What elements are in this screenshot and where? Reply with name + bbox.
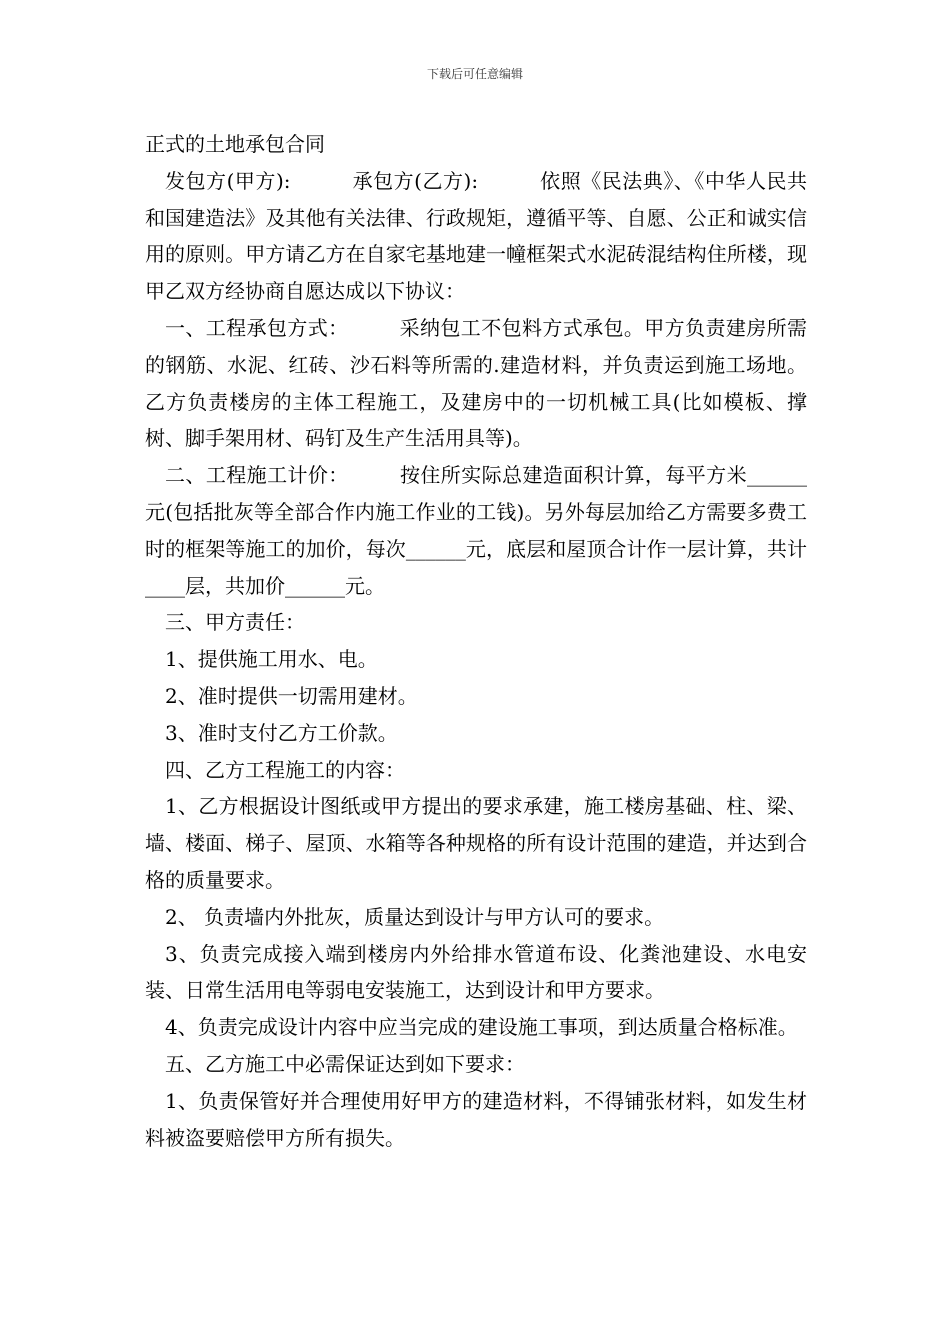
document-body (145, 126, 807, 1156)
list-item: 4、负责完成设计内容中应当完成的建设施工事项，到达质量合格标准。 (165, 1015, 798, 1040)
paragraph-section-1: 一、工程承包方式： 采纳包工不包料方式承包。甲方负责建房所需的钢筋、水泥、红砖、沙石料等所需的.建造材料，并负责运到施工场地。乙方负责楼房的主体工程施工，及建房中的一切机械工具(比如模板、撑树、脚手架用材、码钉及生产生活用具等)。 (145, 315, 807, 451)
list-item: 3、负责完成接入端到楼房内外给排水管道布设、化粪池建设、水电安装、日常生活用电等弱电安装施工，达到设计和甲方要求。 (145, 941, 807, 1003)
list-item: 2、 负责墙内外批灰，质量达到设计与甲方认可的要求。 (165, 904, 665, 929)
paragraph-section-5-heading: 五、乙方施工中必需保证达到如下要求： (165, 1051, 525, 1076)
paragraph-section-3-heading: 三、甲方责任： (165, 610, 305, 635)
list-item: 1、负责保管好并合理使用好甲方的建造材料，不得铺张材料，如发生材料被盗要赔偿甲方所有损失。 (145, 1088, 807, 1150)
page-header-note: 下载后可任意编辑 (426, 67, 523, 81)
list-item: 3、准时支付乙方工价款。 (165, 720, 398, 745)
paragraph-preamble: 发包方(甲方): 承包方(乙方): 依照《民法典》、《中华人民共和国建造法》及其他有关法律、行政规矩，遵循平等、自愿、公正和诚实信用的原则。甲方请乙方在自家宅基地建一幢框架式水泥砖混结构住所楼，现甲乙双方经协商自愿达成以下协议： (145, 168, 807, 304)
list-item: 2、准时提供一切需用建材。 (165, 683, 418, 708)
list-item: 1、乙方根据设计图纸或甲方提出的要求承建，施工楼房基础、柱、梁、墙、楼面、梯子、屋顶、水箱等各种规格的所有设计范围的建造，并达到合格的质量要求。 (145, 794, 807, 892)
paragraph-section-2: 二、工程施工计价： 按住所实际总建造面积计算，每平方米______元(包括批灰等全部合作内施工作业的工钱)。另外每层加给乙方需要多费工时的框架等施工的加价，每次______元，底层和屋顶合计作一层计算，共计____层，共加价______元。 (145, 463, 807, 598)
document-title: 正式的土地承包合同 (145, 132, 325, 156)
list-item: 1、提供施工用水、电。 (165, 647, 378, 672)
paragraph-section-4-heading: 四、乙方工程施工的内容： (165, 757, 405, 782)
